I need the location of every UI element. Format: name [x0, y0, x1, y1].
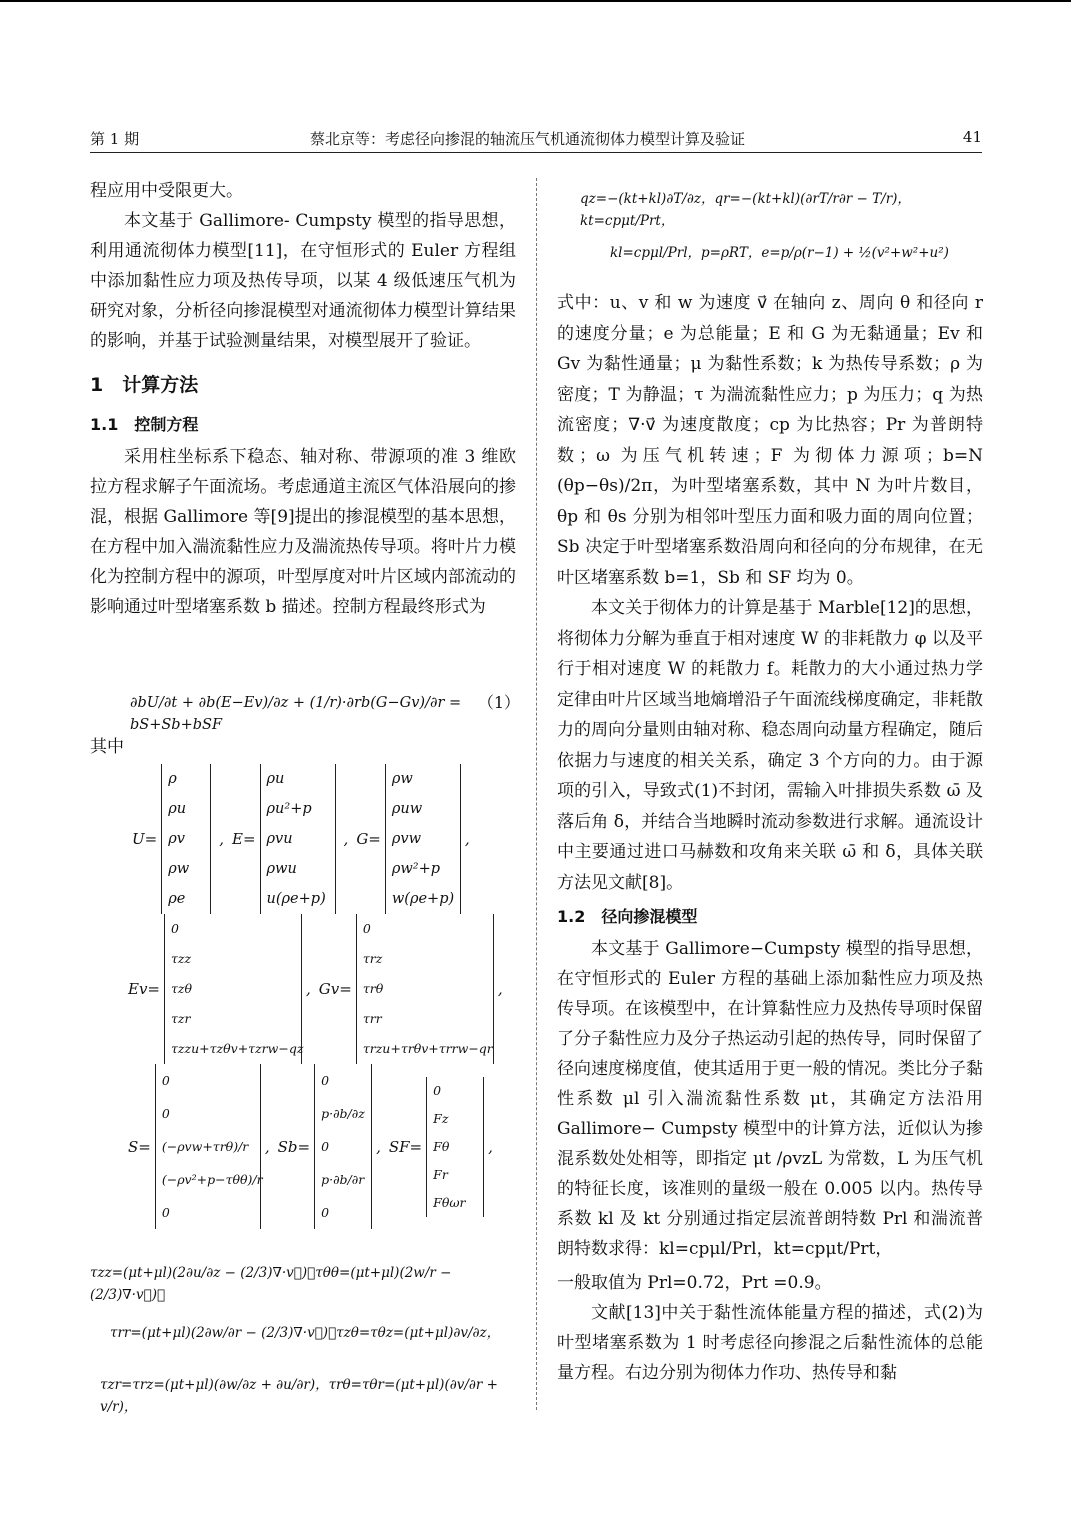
matrix-cell: ρw	[391, 771, 413, 787]
tau-equation: τzr=τrz=(μt+μl)(∂w/∂z + ∂u/∂r)，τrθ=τθr=(μt+μl)(∂v/∂r + v/r)，	[100, 1377, 498, 1415]
matrix-cell: 0	[362, 921, 371, 936]
matrix-cell: ρwu	[266, 861, 297, 877]
matrix-cell: τzθ	[171, 981, 193, 996]
matrix-cell: ρ	[168, 771, 177, 787]
subsection-heading: 1.2 径向掺混模型	[557, 907, 698, 926]
matrix-row-evgv: Ev= 0 τzz τzθ τzr τzzu+τzθv+τzrw−qz , Gv= 0 τrz τrθ τrr τrzu+τrθv+τrrw−qr ,	[124, 914, 524, 1064]
matrix-cell: ρu	[266, 771, 285, 787]
equation-body: ∂bU/∂t + ∂b(E−Ev)/∂z + (1/r)·∂rb(G−Gv)/∂r = bS+Sb+bSF	[130, 695, 462, 733]
matrix-cell: Fθ	[433, 1138, 450, 1154]
matrix-cell: τzz	[171, 951, 192, 966]
paragraph: 采用柱坐标系下稳态、轴对称、带源项的准 3 维欧拉方程求解子午面流场。考虑通道主流区气体沿展向的掺混，根据 Gallimore 等[9]提出的掺混模型的基本思想，在方程中加入湍流黏性应力及湍流热传导项。将叶片力模化为控制方程中的源项，叶型厚度对叶片区域内部流动的影响通过叶型堵塞系数 b 描述。控制方程最终形式为	[90, 447, 516, 617]
matrix-cell: τzr	[171, 1011, 191, 1026]
matrix-ev	[164, 914, 302, 1064]
matrix-label: S=	[128, 1137, 151, 1156]
qizhong-label: 其中	[90, 737, 124, 757]
matrix-row-ueg: U= ρ ρu ρv ρw ρe , E= ρu ρu²+p ρvu ρwu u(ρe+p) , G= ρw ρuw ρvw ρw²+p w(ρe+p) ,	[128, 764, 528, 914]
matrix-row-s: S= 0 0 (−ρvw+τrθ)/r (−ρv²+p−τθθ)/r 0 , Sb= 0 p·∂b/∂z 0 p·∂b/∂r 0 , SF= 0 Fz Fθ Fr Fθωr ,	[124, 1064, 524, 1229]
section-heading: 1 计算方法	[90, 374, 199, 396]
paragraph: 程应用中受限更大。	[90, 181, 243, 201]
heat-flux-equation: qz=−(kt+kl)∂T/∂z，qr=−(kt+kl)(∂rT/r∂r − T/r)，kt=cpμt/Prt，	[580, 191, 911, 229]
matrix-cell: 0	[161, 1106, 170, 1121]
matrix-cell: (−ρvw+τrθ)/r	[161, 1139, 249, 1154]
matrix-cell: ρv	[168, 831, 185, 847]
matrix-cell: u(ρe+p)	[266, 891, 326, 907]
left-column	[90, 176, 516, 622]
matrix-label: G=	[356, 830, 381, 848]
matrix-cell: ρw	[168, 861, 190, 877]
paragraph: 本文基于 Gallimore−Cumpsty 模型的指导思想，在守恒形式的 Euler 方程的基础上添加黏性应力项及热传导项。在该模型中，在计算黏性应力及热传导项时保留了分子黏性应力及分子热运动引起的热传导，同时保留了径向速度梯度值，使其适用于更一般的情况。类比分子黏性系数 μl 引入湍流黏性系数 μt，其确定方法沿用 Gallimore− Cumpsty 模型中的计算方法，近似认为掺混系数处处相等，即指定 μt /ρvzL 为常数，L 为压气机的特征长度，该准则的量级一般在 0.005 以内。热传导系数 kl 及 kt 分别通过指定层流普朗特数 Prl 和湍流普朗特数求得：kl=cpμl/Prl，kt=cpμt/Prt，	[557, 939, 983, 1259]
paragraph: 式中：u、v 和 w 为速度 v⃗ 在轴向 z、周向 θ 和径向 r 的速度分量；e 为总能量；E 和 G 为无黏通量；Ev 和 Gv 为黏性通量；μ 为黏性系数；k 为热传导系数；ρ 为密度；T 为静温；τ 为湍流黏性应力；p 为压力；q 为热流密度；∇·v⃗ 为速度散度；cp 为比热容；Pr 为普朗特数；ω 为压气机转速；F 为彻体力源项；b=N (θp−θs)/2π，为叶型堵塞系数，其中 N 为叶片数目，θp 和 θs 分别为相邻叶型压力面和吸力面的周向位置；Sb 决定于叶型堵塞系数沿周向和径向的分布规律，在无叶区堵塞系数 b=1，Sb 和 SF 均为 0。	[557, 293, 983, 588]
matrix-cell: ρu	[168, 801, 187, 817]
matrix-cell: Fθωr	[433, 1194, 466, 1210]
top-rule	[0, 0, 1071, 2]
tau-equation: τrr=(μt+μl)(2∂w/∂r − (2/3)∇·v⃗)，τzθ=τθz=(μt+μl)∂v/∂z，	[110, 1325, 501, 1341]
running-title: 蔡北京等：考虑径向掺混的轴流压气机通流彻体力模型计算及验证	[310, 130, 746, 148]
matrix-cell: ρvu	[266, 831, 293, 847]
matrix-cell: ρw²+p	[391, 861, 441, 877]
matrix-cell: 0	[161, 1073, 170, 1088]
matrix-sb	[314, 1064, 372, 1229]
matrix-e	[260, 764, 336, 914]
matrix-cell: τrz	[362, 951, 383, 966]
state-equation: kl=cpμl/Prl，p=ρRT，e=p/ρ(r−1) + ½(v²+w²+u²)	[610, 245, 949, 261]
matrix-cell: 0	[321, 1139, 330, 1154]
equation-number: （1）	[477, 693, 520, 712]
matrix-cell: p·∂b/∂z	[321, 1106, 365, 1121]
matrix-cell: 0	[321, 1073, 330, 1088]
matrix-cell: p·∂b/∂r	[321, 1172, 365, 1187]
matrix-cell: ρe	[168, 891, 186, 907]
paragraph: 本文基于 Gallimore- Cumpsty 模型的指导思想，利用通流彻体力模型[11]，在守恒形式的 Euler 方程组中添加黏性应力项及热传导项，以某 4 级低速压气机为研究对象，分析径向掺混模型对通流彻体力模型计算结果的影响，并基于试验测量结果，对模型展开了验证。	[90, 211, 516, 351]
matrix-cell: w(ρe+p)	[391, 891, 455, 907]
matrix-cell: 0	[171, 921, 179, 936]
column-divider	[536, 178, 537, 1410]
matrix-g	[385, 764, 461, 914]
matrix-cell: τrθ	[362, 981, 384, 996]
matrix-sf	[426, 1077, 484, 1217]
paragraph: 一般取值为 Prl=0.72，Prt =0.9。	[557, 1273, 832, 1293]
subsection-heading: 1.1 控制方程	[90, 415, 199, 434]
matrix-cell: ρu²+p	[266, 801, 312, 817]
matrix-cell: 0	[161, 1205, 170, 1220]
matrix-label: U=	[132, 830, 158, 848]
issue-number: 第 1 期	[90, 130, 140, 148]
running-header	[90, 126, 982, 153]
matrix-label: Gv=	[318, 980, 352, 998]
matrix-s	[155, 1064, 261, 1229]
matrix-cell: Fr	[433, 1166, 448, 1182]
matrix-cell: ρuw	[391, 801, 423, 817]
paragraph: 文献[13]中关于黏性流体能量方程的描述，式(2)为叶型堵塞系数为 1 时考虑径向掺混之后黏性流体的总能量方程。右边分别为彻体力作功、热传导和黏	[557, 1303, 983, 1383]
matrix-cell: Fz	[433, 1110, 449, 1126]
matrix-label: Ev=	[128, 980, 160, 998]
tau-equation: τzz=(μt+μl)(2∂u/∂z − (2/3)∇·v⃗)，τθθ=(μt+μl)(2w/r − (2/3)∇·v⃗)，	[90, 1265, 452, 1303]
matrix-label: SF=	[388, 1137, 423, 1156]
equation-1	[90, 688, 520, 733]
matrix-u	[161, 764, 211, 914]
page-number: 41	[962, 128, 982, 146]
matrix-cell: 0	[321, 1205, 330, 1220]
matrix-cell: (−ρv²+p−τθθ)/r	[161, 1172, 263, 1187]
matrix-cell: τzzu+τzθv+τzrw−qz	[171, 1041, 304, 1056]
right-column	[557, 288, 983, 1388]
matrix-cell: τrzu+τrθv+τrrw−qr	[362, 1041, 493, 1056]
matrix-cell: 0	[433, 1082, 442, 1098]
paragraph: 本文关于彻体力的计算是基于 Marble[12]的思想，将彻体力分解为垂直于相对速度 W 的非耗散力 φ 以及平行于相对速度 W 的耗散力 f。耗散力的大小通过热力学定律由叶片区域当地熵增沿子午面流线梯度确定，非耗散力的周向分量则由轴对称、稳态周向动量方程确定，随后依据力与速度的相关关系，确定 3 个方向的力。由于源项的引入，导致式(1)不封闭，需输入叶排损失系数 ω̄ 及落后角 δ，并结合当地瞬时流动参数进行求解。通流设计中主要通过进口马赫数和攻角来关联 ω̄ 和 δ，具体关联方法见文献[8]。	[557, 598, 983, 893]
matrix-label: Sb=	[277, 1137, 311, 1156]
matrix-gv	[356, 914, 494, 1064]
matrix-cell: ρvw	[391, 831, 422, 847]
matrix-cell: τrr	[362, 1011, 382, 1026]
matrix-label: E=	[232, 830, 256, 848]
